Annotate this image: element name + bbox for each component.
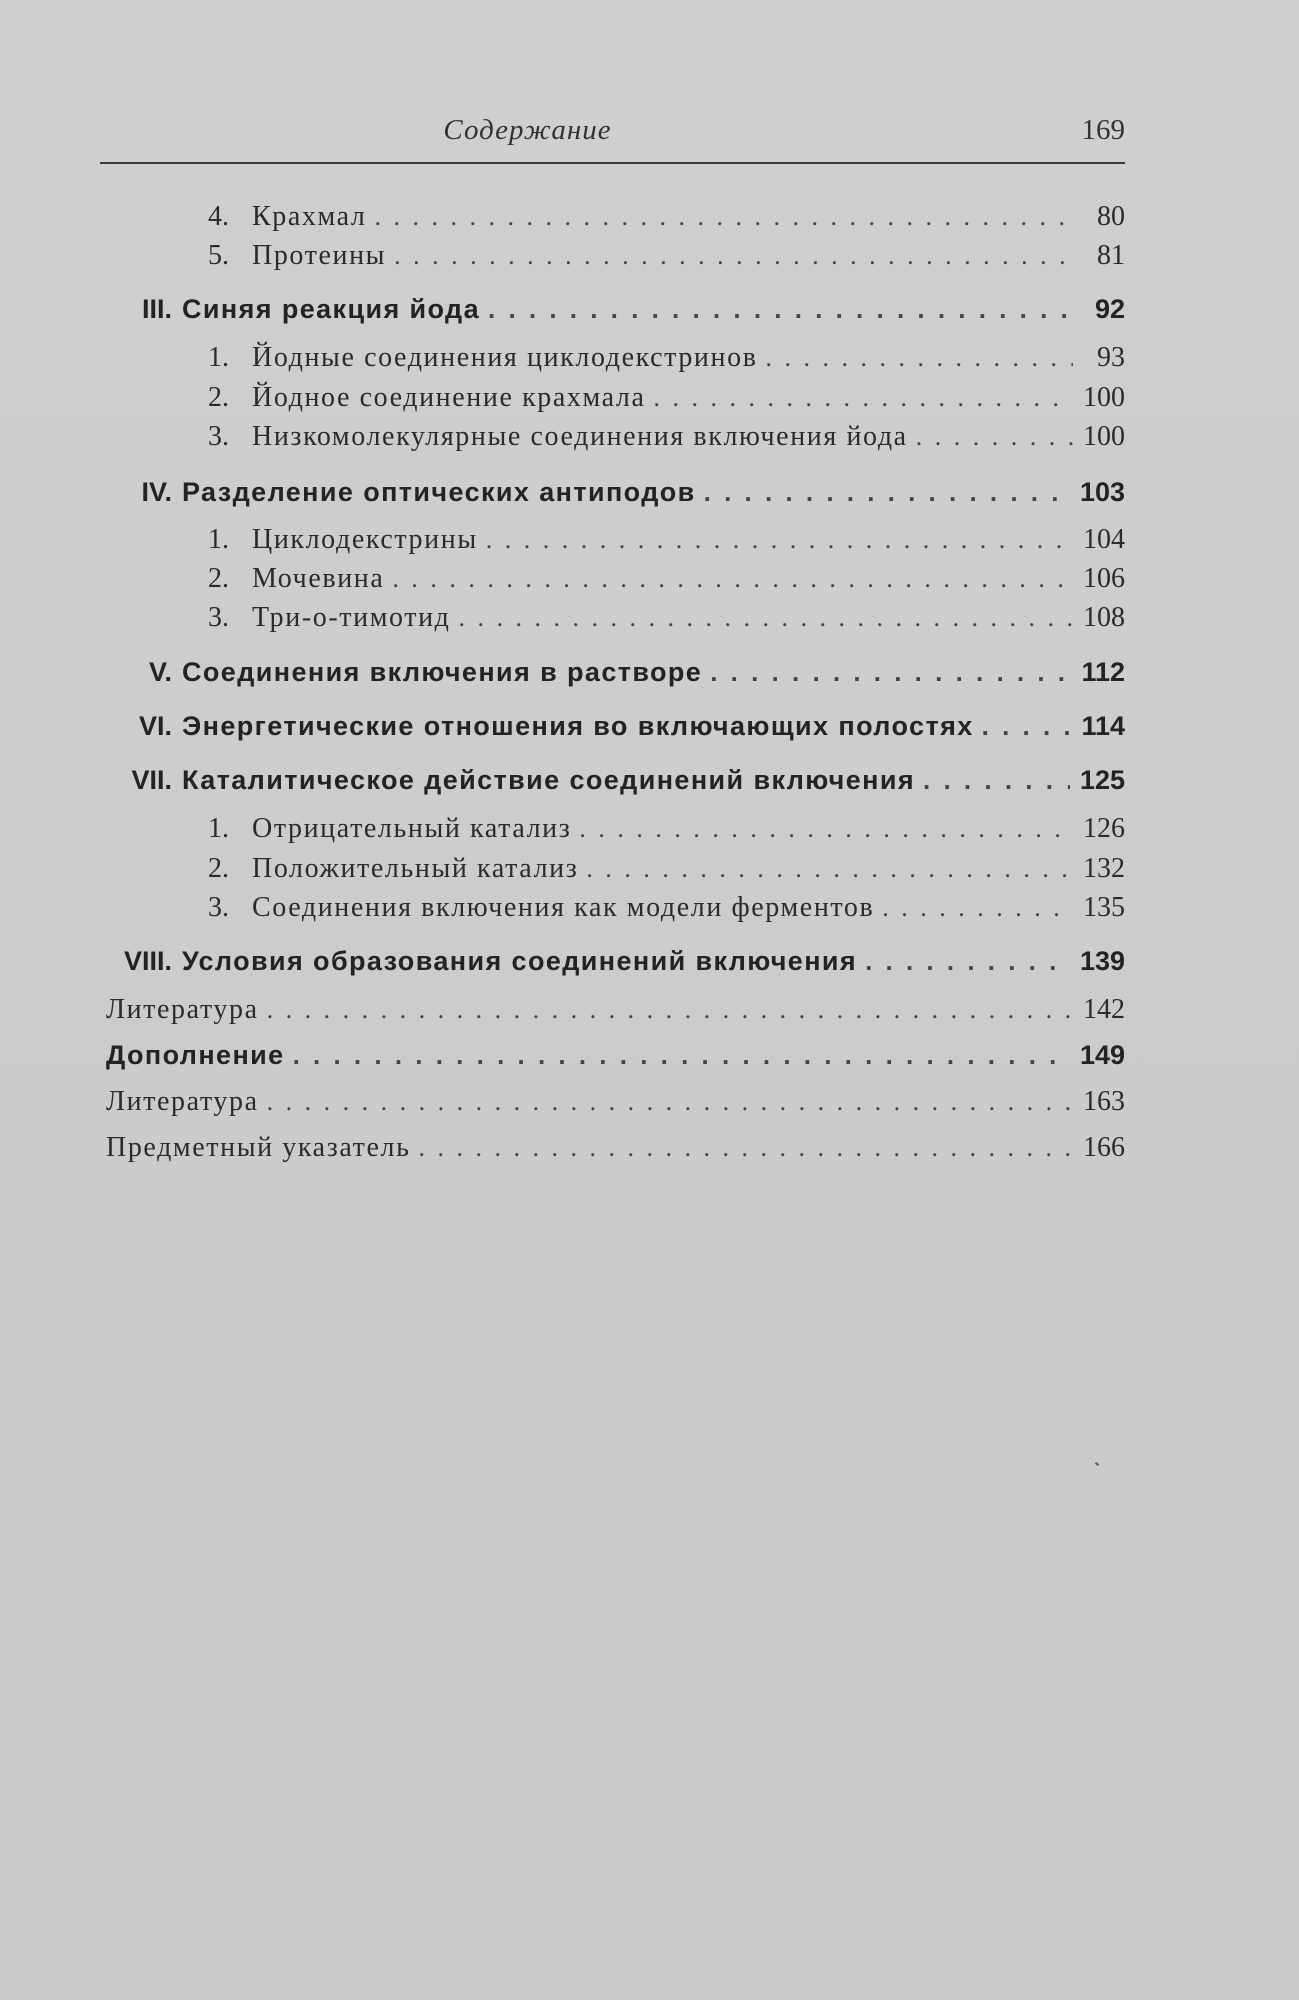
entry-label: Крахмал [252,201,367,232]
dot-leader [916,422,1073,452]
header-page-number: 169 [1081,114,1125,146]
dot-leader [418,1133,1073,1163]
dot-leader [766,343,1073,373]
toc-backmatter [106,1086,1125,1126]
entry-number: 2. [208,382,229,413]
entry-label: Низкомолекулярные соединения включения йода [252,421,908,452]
entry-page: 100 [1083,421,1125,452]
entry-number: 1. [208,813,229,844]
entry-page: 93 [1097,342,1125,373]
header-rule [100,162,1125,164]
toc-chapter [106,294,1125,334]
entry-page: 100 [1083,382,1125,413]
toc-entry [208,382,1125,422]
toc-chapter [106,946,1125,986]
running-header [100,108,1125,158]
entry-number: 5. [208,240,229,271]
entry-number: 1. [208,524,229,555]
entry-label: Литература [106,1086,259,1117]
toc-entry [208,853,1125,893]
chapter-page: 114 [1081,711,1125,741]
dot-leader [394,241,1073,271]
chapter-number: VII. [131,765,172,795]
entry-label: Три-о-тимотид [252,602,451,633]
toc-entry [208,421,1125,461]
toc-entry [208,563,1125,603]
dot-leader [710,657,1071,688]
entry-label: Протеины [252,240,387,271]
chapter-page: 92 [1094,294,1125,324]
toc-chapter [106,657,1125,697]
entry-label: Соединения включения как модели ферментов [252,892,875,923]
dot-leader [486,525,1073,555]
entry-label: Йодное соединение крахмала [252,382,646,413]
entry-page: 106 [1083,563,1125,594]
entry-page: 81 [1097,240,1125,271]
entry-label: Предметный указатель [106,1132,411,1163]
toc-backmatter [106,1132,1125,1172]
toc-entry [208,240,1125,280]
chapter-number: VIII. [123,946,172,976]
dot-leader [267,995,1073,1025]
dot-leader [374,202,1073,232]
entry-label: Йодные соединения циклодекстринов [252,342,758,373]
entry-page: 142 [1083,994,1125,1025]
toc-backmatter [106,1040,1125,1080]
entry-number: 2. [208,563,229,594]
entry-label: Отрицательный катализ [252,813,572,844]
paper-speck [1095,1462,1099,1466]
entry-page: 126 [1083,813,1125,844]
chapter-label: Энергетические отношения во включающих полостях [182,711,974,741]
entry-page: 163 [1083,1086,1125,1117]
entry-number: 3. [208,602,229,633]
chapter-number: III. [141,294,172,324]
dot-leader [293,1040,1070,1071]
toc-entry [208,342,1125,382]
toc-entry [208,892,1125,932]
dot-leader [586,854,1073,884]
dot-leader [392,564,1073,594]
entry-label: Положительный катализ [252,853,579,884]
chapter-label: Каталитическое действие соединений включения [182,765,916,795]
toc-entry [208,813,1125,853]
dot-leader [865,946,1070,977]
chapter-page: 103 [1079,477,1125,507]
entry-label: Дополнение [106,1040,285,1070]
toc-chapter [106,765,1125,805]
toc-entry [208,201,1125,241]
entry-number: 3. [208,892,229,923]
dot-leader [882,893,1073,923]
toc-entry [208,524,1125,564]
dot-leader [267,1087,1073,1117]
chapter-page: 112 [1081,657,1125,687]
toc-backmatter [106,994,1125,1034]
chapter-number: VI. [138,711,172,741]
toc-chapter [106,477,1125,517]
dot-leader [459,603,1073,633]
entry-number: 4. [208,201,229,232]
entry-label: Мочевина [252,563,385,594]
dot-leader [654,383,1073,413]
entry-page: 132 [1083,853,1125,884]
entry-page: 149 [1079,1040,1125,1070]
entry-label: Литература [106,994,259,1025]
dot-leader [579,814,1073,844]
entry-page: 166 [1083,1132,1125,1163]
chapter-label: Условия образования соединений включения [182,946,858,976]
chapter-page: 125 [1079,765,1125,795]
entry-number: 1. [208,342,229,373]
dot-leader [488,294,1073,325]
header-title: Содержание [443,114,612,146]
entry-page: 108 [1083,602,1125,633]
chapter-number: IV. [141,477,172,507]
entry-label: Циклодекстрины [252,524,478,555]
chapter-label: Соединения включения в растворе [182,657,703,687]
chapter-number: V. [148,657,172,687]
chapter-label: Разделение оптических антиподов [182,477,696,507]
chapter-label: Синяя реакция йода [182,294,480,324]
dot-leader [704,477,1070,508]
dot-leader [982,711,1072,742]
entry-number: 2. [208,853,229,884]
entry-page: 135 [1083,892,1125,923]
entry-number: 3. [208,421,229,452]
chapter-page: 139 [1079,946,1125,976]
entry-page: 80 [1097,201,1125,232]
dot-leader [923,765,1070,796]
entry-page: 104 [1083,524,1125,555]
toc-entry [208,602,1125,642]
toc-chapter [106,711,1125,751]
